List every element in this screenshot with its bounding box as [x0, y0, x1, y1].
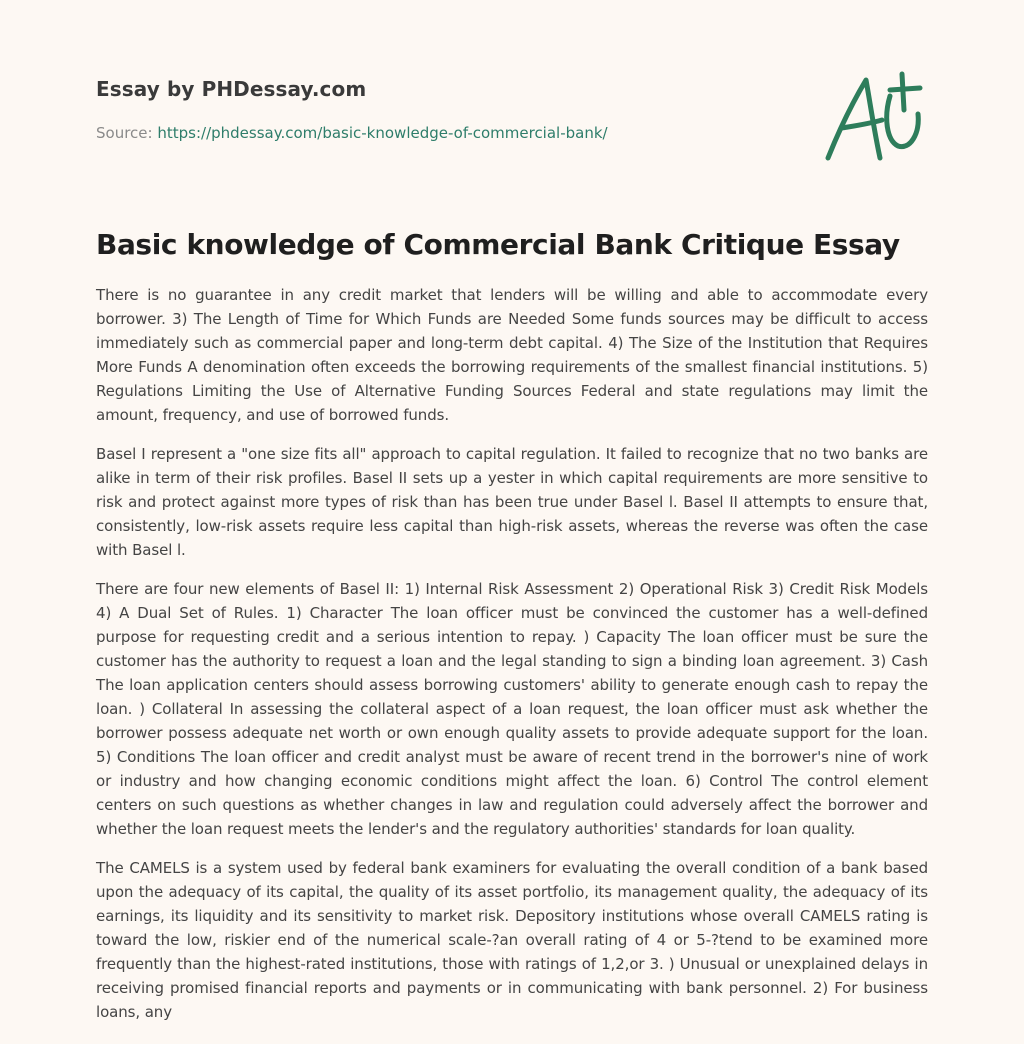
source-line — [96, 124, 608, 142]
essay-paragraph-1: There is no guarantee in any credit market that lenders will be willing and able to accommodate every borrower. 3) The Length of Time for Which Funds are Needed Some funds sources may be difficult to access immediately such as commercial paper and long-term debt capital. 4) The Size of the Institution that Requires More Funds A denomination often exceeds the borrowing requirements of the smallest financial institutions. 5) Regulations Limiting the Use of Alternative Funding Sources Federal and state regulations may limit the amount, frequency, and use of borrowed funds. — [96, 286, 928, 424]
a-plus-grade-icon — [818, 66, 930, 164]
essay-title: Basic knowledge of Commercial Bank Critique Essay — [96, 228, 900, 261]
essay-paragraph-3: There are four new elements of Basel II: 1) Internal Risk Assessment 2) Operational Risk 3) Credit Risk Models 4) A Dual Set of Rules. 1) Character The loan officer must be convinced the customer has a well-defined purpose for requesting credit and a serious intention to repay. ) Capacity The loan officer must be sure the customer has the authority to request a loan and the legal standing to sign a binding loan agreement. 3) Cash The loan application centers should assess borrowing customers' ability to generate enough cash to repay the loan. ) Collateral In assessing the collateral aspect of a loan request, the loan officer must ask whether the borrower possess adequate net worth or own enough quality assets to provide adequate support for the loan. 5) Conditions The loan officer and credit analyst must be aware of recent trend in the borrower's nine of work or industry and how changing economic conditions might affect the loan. 6) Control The control element centers on such questions as whether changes in law and regulation could adversely affect the borrower and whether the loan request meets the lender's and the regulatory authorities' standards for loan quality. — [96, 580, 928, 838]
essay-paragraph-2: Basel I represent a "one size fits all" approach to capital regulation. It failed to recognize that no two banks are alike in term of their risk profiles. Basel II sets up a yester in which capital requirements are more sensitive to risk and protect against more types of risk than has been true under Basel l. Basel II attempts to ensure that, consistently, low-risk assets require less capital than high-risk assets, whereas the reverse was often the case with Basel l. — [96, 445, 928, 559]
site-title: Essay by PHDessay.com — [96, 77, 367, 101]
essay-body — [96, 283, 928, 1039]
essay-paragraph-4: The CAMELS is a system used by federal bank examiners for evaluating the overall condition of a bank based upon the adequacy of its capital, the quality of its asset portfolio, its management quality, the adequacy of its earnings, its liquidity and its sensitivity to market risk. Depository institutions whose overall CAMELS rating is toward the low, riskier end of the numerical scale-?an overall rating of 4 or 5-?tend to be examined more frequently than the highest-rated institutions, those with ratings of 1,2,or 3. ) Unusual or unexplained delays in receiving promised financial reports and payments or in communicating with bank personnel. 2) For business loans, any — [96, 859, 928, 1021]
source-label: Source: — [96, 124, 153, 142]
source-link[interactable]: https://phdessay.com/basic-knowledge-of-commercial-bank/ — [157, 124, 608, 142]
